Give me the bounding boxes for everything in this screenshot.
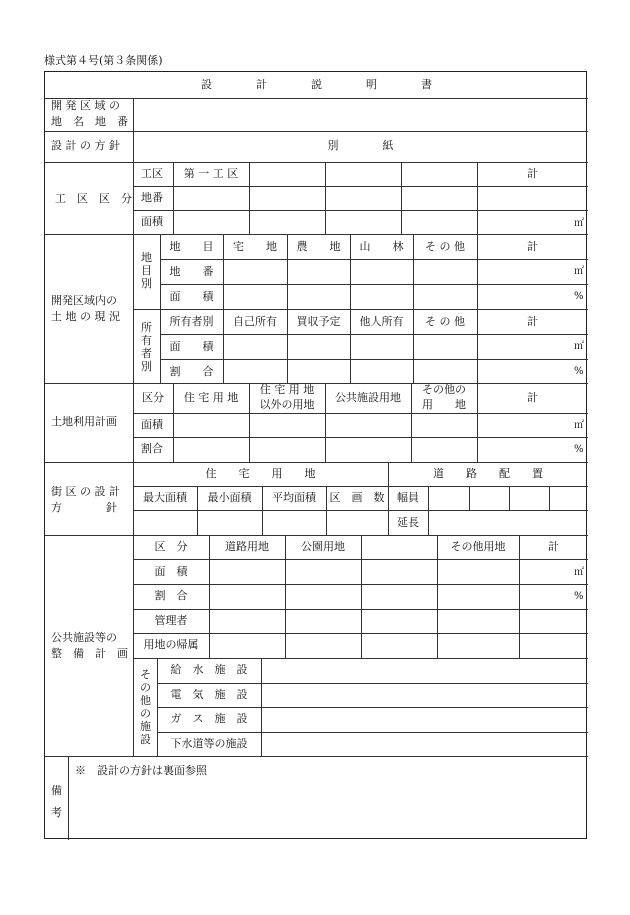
design-policy-label: 設 計 の 方 針	[51, 139, 120, 152]
road-layout-header: 道 路 配 置	[433, 467, 543, 480]
owner-total-header: 計	[527, 315, 538, 328]
other-land-header: その他用地	[450, 540, 506, 553]
dev-location-label-2: 地 名 地 番	[51, 115, 128, 128]
owner-other-header: そ の 他	[425, 315, 465, 328]
percent-unit: %	[574, 366, 584, 377]
owner-area-row-label: 面 積	[169, 340, 214, 353]
form-title: 設 計 説 明 書	[201, 78, 432, 91]
owner-header: 所有者別	[169, 315, 214, 328]
lot-number-row-label: 地番	[141, 191, 163, 204]
area-unit: ㎡	[574, 341, 584, 352]
non-residential-header-2: 以外の用地	[259, 398, 315, 411]
other-land-header-1: その他の	[422, 383, 466, 396]
public-facility-land-header: 公共施設用地	[335, 391, 401, 404]
area-unit: ㎡	[574, 218, 584, 229]
remarks-note: ※ 設計の方針は裏面参照	[75, 764, 207, 777]
land-use-total-header: 計	[527, 391, 538, 404]
other-land-header-2: 用 地	[422, 398, 466, 411]
area-unit: ㎡	[574, 420, 584, 431]
lot-count-header: 区 画 数	[329, 491, 385, 504]
gas-row: ガ ス 施 設	[170, 712, 248, 725]
area-unit: ㎡	[574, 567, 584, 578]
first-work-section: 第 一 工 区	[183, 167, 239, 180]
by-category-label: 地目別	[141, 251, 152, 290]
water-supply-row: 給 水 施 設	[170, 663, 248, 676]
non-residential-header-1: 住 宅 用 地	[259, 383, 315, 396]
land-use-category-header: 区分	[142, 391, 164, 404]
pf-land-ownership-row: 用地の帰属	[143, 638, 199, 651]
land-use-area-row: 面積	[141, 418, 163, 431]
pf-area-row: 面 積	[154, 565, 188, 578]
work-section-row-label: 工区	[141, 167, 163, 180]
road-width-label: 幅員	[397, 491, 419, 504]
dev-location-label-1: 開 発 区 域 の	[51, 99, 120, 112]
block-design-label-2: 方 針	[51, 501, 117, 514]
pf-total-header: 計	[548, 540, 559, 553]
max-area-header: 最大面積	[143, 491, 187, 504]
public-facilities-label-1: 公共施設等の	[51, 631, 117, 644]
by-owner-label: 所有者別	[141, 321, 152, 373]
land-status-label-1: 開発区域内の	[51, 294, 117, 307]
avg-area-header: 平均面積	[272, 491, 316, 504]
forest-header: 山 林	[359, 240, 404, 253]
farmland-header: 農 地	[296, 240, 341, 253]
residential-land-header: 住 宅 用 地	[205, 467, 316, 480]
pf-manager-row: 管理者	[154, 614, 188, 627]
road-land-header: 道路用地	[225, 540, 269, 553]
other-header: そ の 他	[425, 240, 465, 253]
electricity-row: 電 気 施 設	[170, 688, 248, 701]
residential-land-header: 宅 地	[233, 240, 277, 253]
pf-ratio-row: 割 合	[154, 589, 188, 602]
percent-unit: %	[574, 444, 584, 455]
self-owned-header: 自己所有	[233, 315, 277, 328]
area-row-label: 面 積	[169, 290, 214, 303]
others-owned-header: 他人所有	[359, 315, 404, 328]
remarks-label: 備考	[51, 784, 62, 819]
land-use-ratio-row: 割合	[141, 442, 163, 455]
public-facilities-label-2: 整 備 計 画	[51, 647, 128, 660]
percent-unit: %	[574, 591, 584, 602]
land-use-label: 土地利用計画	[51, 415, 117, 428]
area-unit: ㎡	[574, 266, 584, 277]
min-area-header: 最小面積	[207, 491, 252, 504]
sewerage-row: 下水道等の施設	[170, 737, 248, 750]
work-sections-total: 計	[527, 167, 538, 180]
road-length-label: 延長	[397, 516, 419, 529]
form-number: 様式第４号(第３条関係)	[44, 54, 163, 67]
category-total-header: 計	[527, 240, 538, 253]
area-row-label: 面積	[141, 215, 163, 228]
planned-purchase-header: 買収予定	[296, 315, 341, 328]
design-policy-value: 別 紙	[327, 139, 394, 152]
lot-number-row-label: 地 番	[169, 265, 214, 278]
residential-use-header: 住 宅 用 地	[183, 391, 239, 404]
other-facilities-label: その他の施設	[140, 668, 151, 746]
block-design-label-1: 街 区 の 設 計	[51, 485, 120, 498]
design-description-form	[44, 71, 587, 839]
category-header: 地 目	[169, 240, 214, 253]
percent-unit: %	[574, 291, 584, 302]
land-status-label-2: 土 地 の 現 況	[51, 310, 120, 323]
park-land-header: 公園用地	[301, 540, 345, 553]
owner-ratio-row-label: 割 合	[169, 365, 214, 378]
work-sections-label: 工 区 区 分	[55, 192, 132, 205]
pf-category-header: 区 分	[154, 540, 188, 553]
